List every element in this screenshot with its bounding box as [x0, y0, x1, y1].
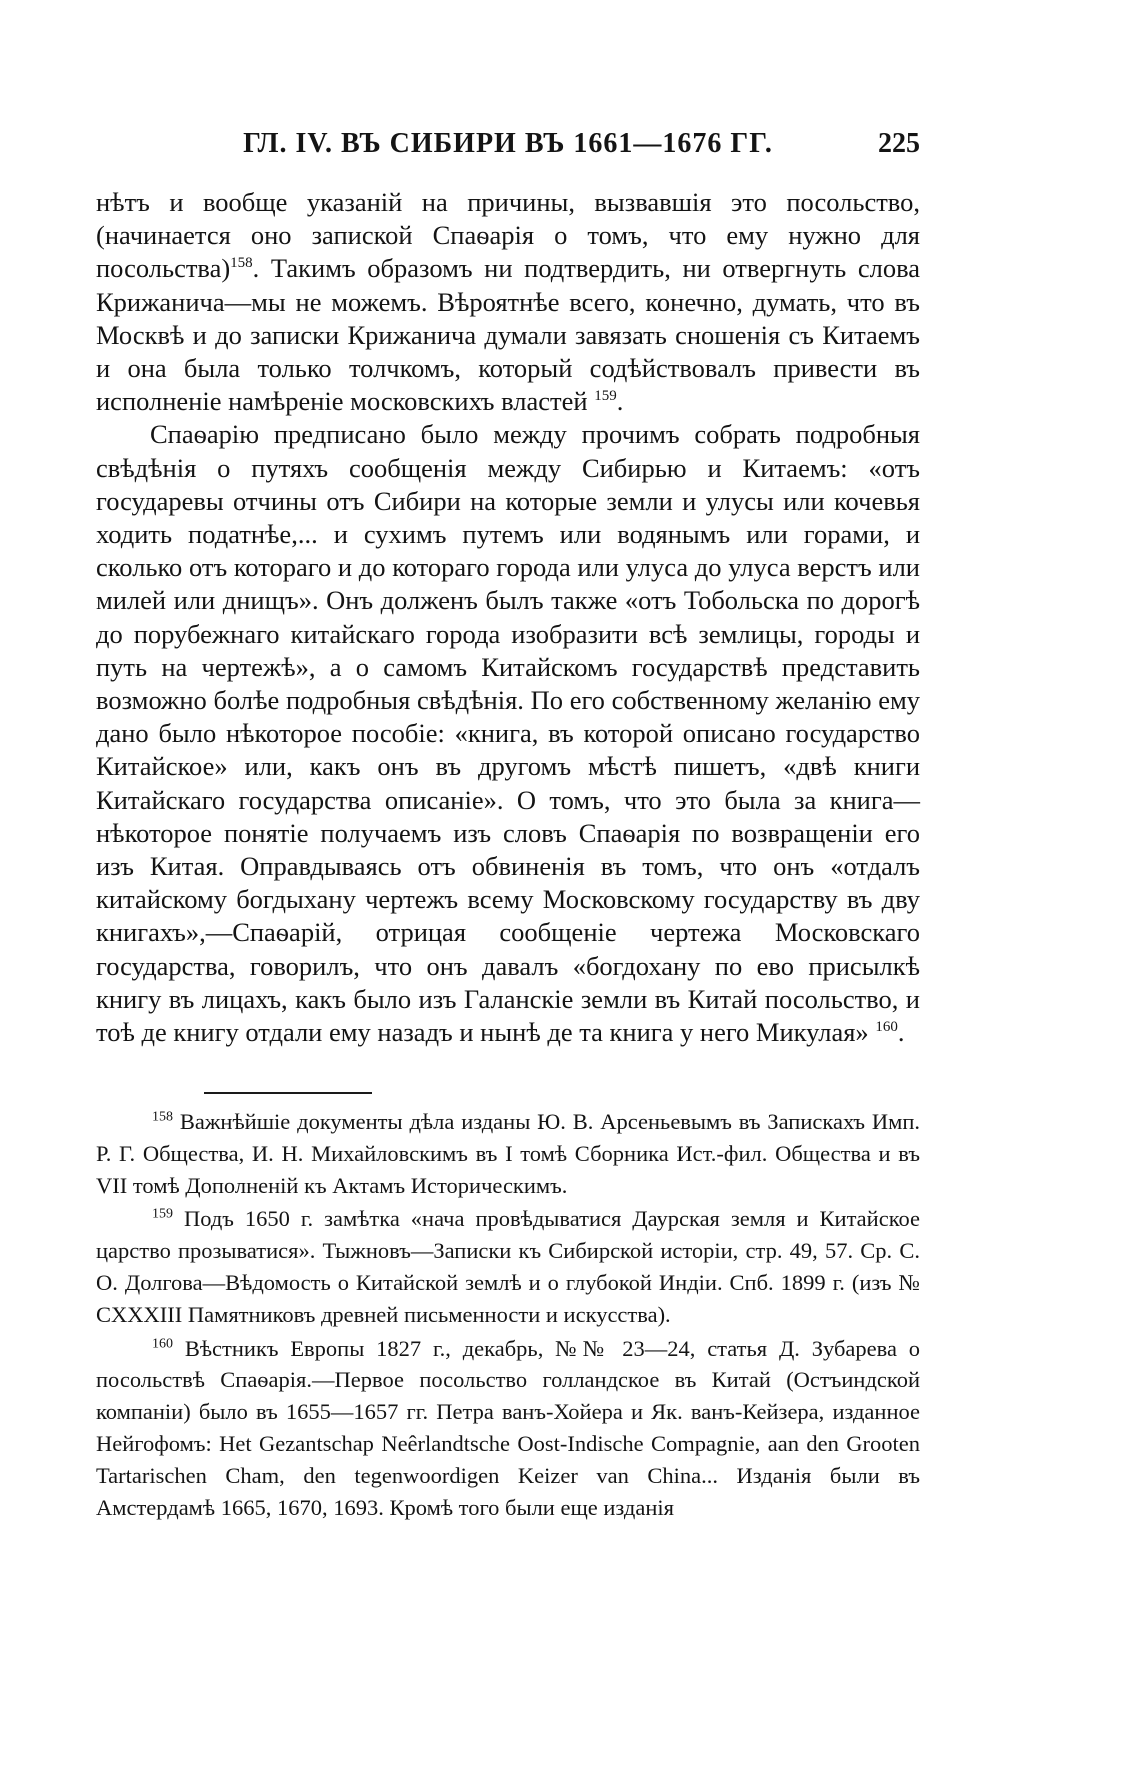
footnote-text: Вѣстникъ Европы 1827 г., декабрь, №№ 23—24, статья Д. Зубарева о посольствѣ Спаѳарія.—Первое посольство голландское въ Китай (Остъиндской компаніи) было въ 1655—1657 гг. Петра ванъ-Хойера и Як. ванъ-Кейзера, изданное Нейгофомъ: Het Gezantschap Neêrlandtsche Oost-Indische Compagnie, aan den Grooten Tartarischen Cham, den tegenwoordigen Keizer van China... Изданія были въ Амстердамѣ 1665, 1670, 1693. Кромѣ того были еще изданія	[96, 1335, 920, 1520]
footnote-159	[96, 1203, 920, 1330]
paragraph-2-text-b: .	[897, 1017, 905, 1048]
page-header	[96, 128, 920, 168]
footnote-158	[96, 1106, 920, 1201]
footnote-ref-160: 160	[875, 1019, 898, 1036]
footnote-ref-159: 159	[594, 388, 617, 405]
footnotes	[96, 1106, 920, 1525]
footnote-divider	[204, 1092, 372, 1094]
running-head: ГЛ. IV. ВЪ СИБИРИ ВЪ 1661—1676 ГГ.	[243, 128, 773, 159]
paragraph-1-text-a: нѣтъ и вообще указаній на причины, вызвавшія это посольство, (начинается оно запиской Спаѳарія о томъ, что ему нужно для посольства)	[96, 187, 920, 284]
footnote-number: 160	[152, 1336, 173, 1352]
paragraph-2-text-a: Спаѳарію предписано было между прочимъ собрать подробныя свѣдѣнія о путяхъ сообщенія между Сибирью и Китаемъ: «отъ государевы отчины отъ Сибири на которые земли и улусы или кочевья ходить податнѣе,... и сухимъ путемъ или водянымъ или горами, и сколько отъ котораго и до котораго города или улуса до улуса верстъ или милей или днищъ». Онъ долженъ былъ также «отъ Тобольска по дорогѣ до порубежнаго китайскаго города изобразити всѣ землицы, городы и путь на чертежѣ», а о самомъ Китайскомъ государствѣ представить возможно болѣе подробныя свѣдѣнія. По его собственному желанію ему дано было нѣкоторое пособіе: «книга, въ которой описано государство Китайское» или, какъ онъ въ другомъ мѣстѣ пишетъ, «двѣ книги Китайскаго государства описаніе». О томъ, что это была за книга—нѣкоторое понятіе получаемъ изъ словъ Спаѳарія по возвращеніи его изъ Китая. Оправдываясь отъ обвиненія въ томъ, что онъ «отдалъ китайскому богдыхану чертежъ всему Московскому государству въ дву книгахъ»,—Спаѳарій, отрицая сообщеніе чертежа Московскаго государства, говорилъ, что онъ давалъ «богдохану по ево присылкѣ книгу въ лицахъ, какъ было изъ Галанскіе земли въ Китай посольство, и тоѣ де книгу отдали ему назадъ и нынѣ де та книга у него Микулая»	[96, 419, 920, 1048]
page-number: 225	[878, 128, 920, 159]
footnote-text: Важнѣйшіе документы дѣла изданы Ю. В. Арсеньевымъ въ Запискахъ Имп. Р. Г. Общества, И. Н. Михайловскимъ въ I томѣ Сборника Ист.-фил. Общества и въ VII томѣ Дополненій къ Актамъ Историческимъ.	[96, 1109, 920, 1198]
paragraph-1-text-b: . Такимъ образомъ ни подтвердить, ни отвергнуть слова Крижанича—мы не можемъ. Вѣроятнѣе всего, конечно, думать, что въ Москвѣ и до записки Крижанича думали завязать сношенія съ Китаемъ и она была только толчкомъ, который содѣйствовалъ привести въ исполненіе намѣреніе московскихъ властей	[96, 253, 920, 417]
footnote-text: Подъ 1650 г. замѣтка «нача провѣдыватися Даурская земля и Китайское царство прозыватися». Тыжновъ—Записки къ Сибирской исторіи, стр. 49, 57. Ср. С. О. Долгова—Вѣдомость о Китайской землѣ и о глубокой Индіи. Спб. 1899 г. (изъ № CXXXIII Памятниковъ древней письменности и искусства).	[96, 1206, 920, 1327]
paragraph-1	[96, 186, 920, 418]
footnote-160	[96, 1333, 920, 1524]
footnote-number: 158	[152, 1109, 173, 1125]
main-text	[96, 186, 920, 1049]
footnote-ref-158: 158	[230, 255, 253, 272]
footnote-number: 159	[152, 1206, 173, 1222]
paragraph-2	[96, 418, 920, 1049]
paragraph-1-text-c: .	[616, 386, 624, 417]
